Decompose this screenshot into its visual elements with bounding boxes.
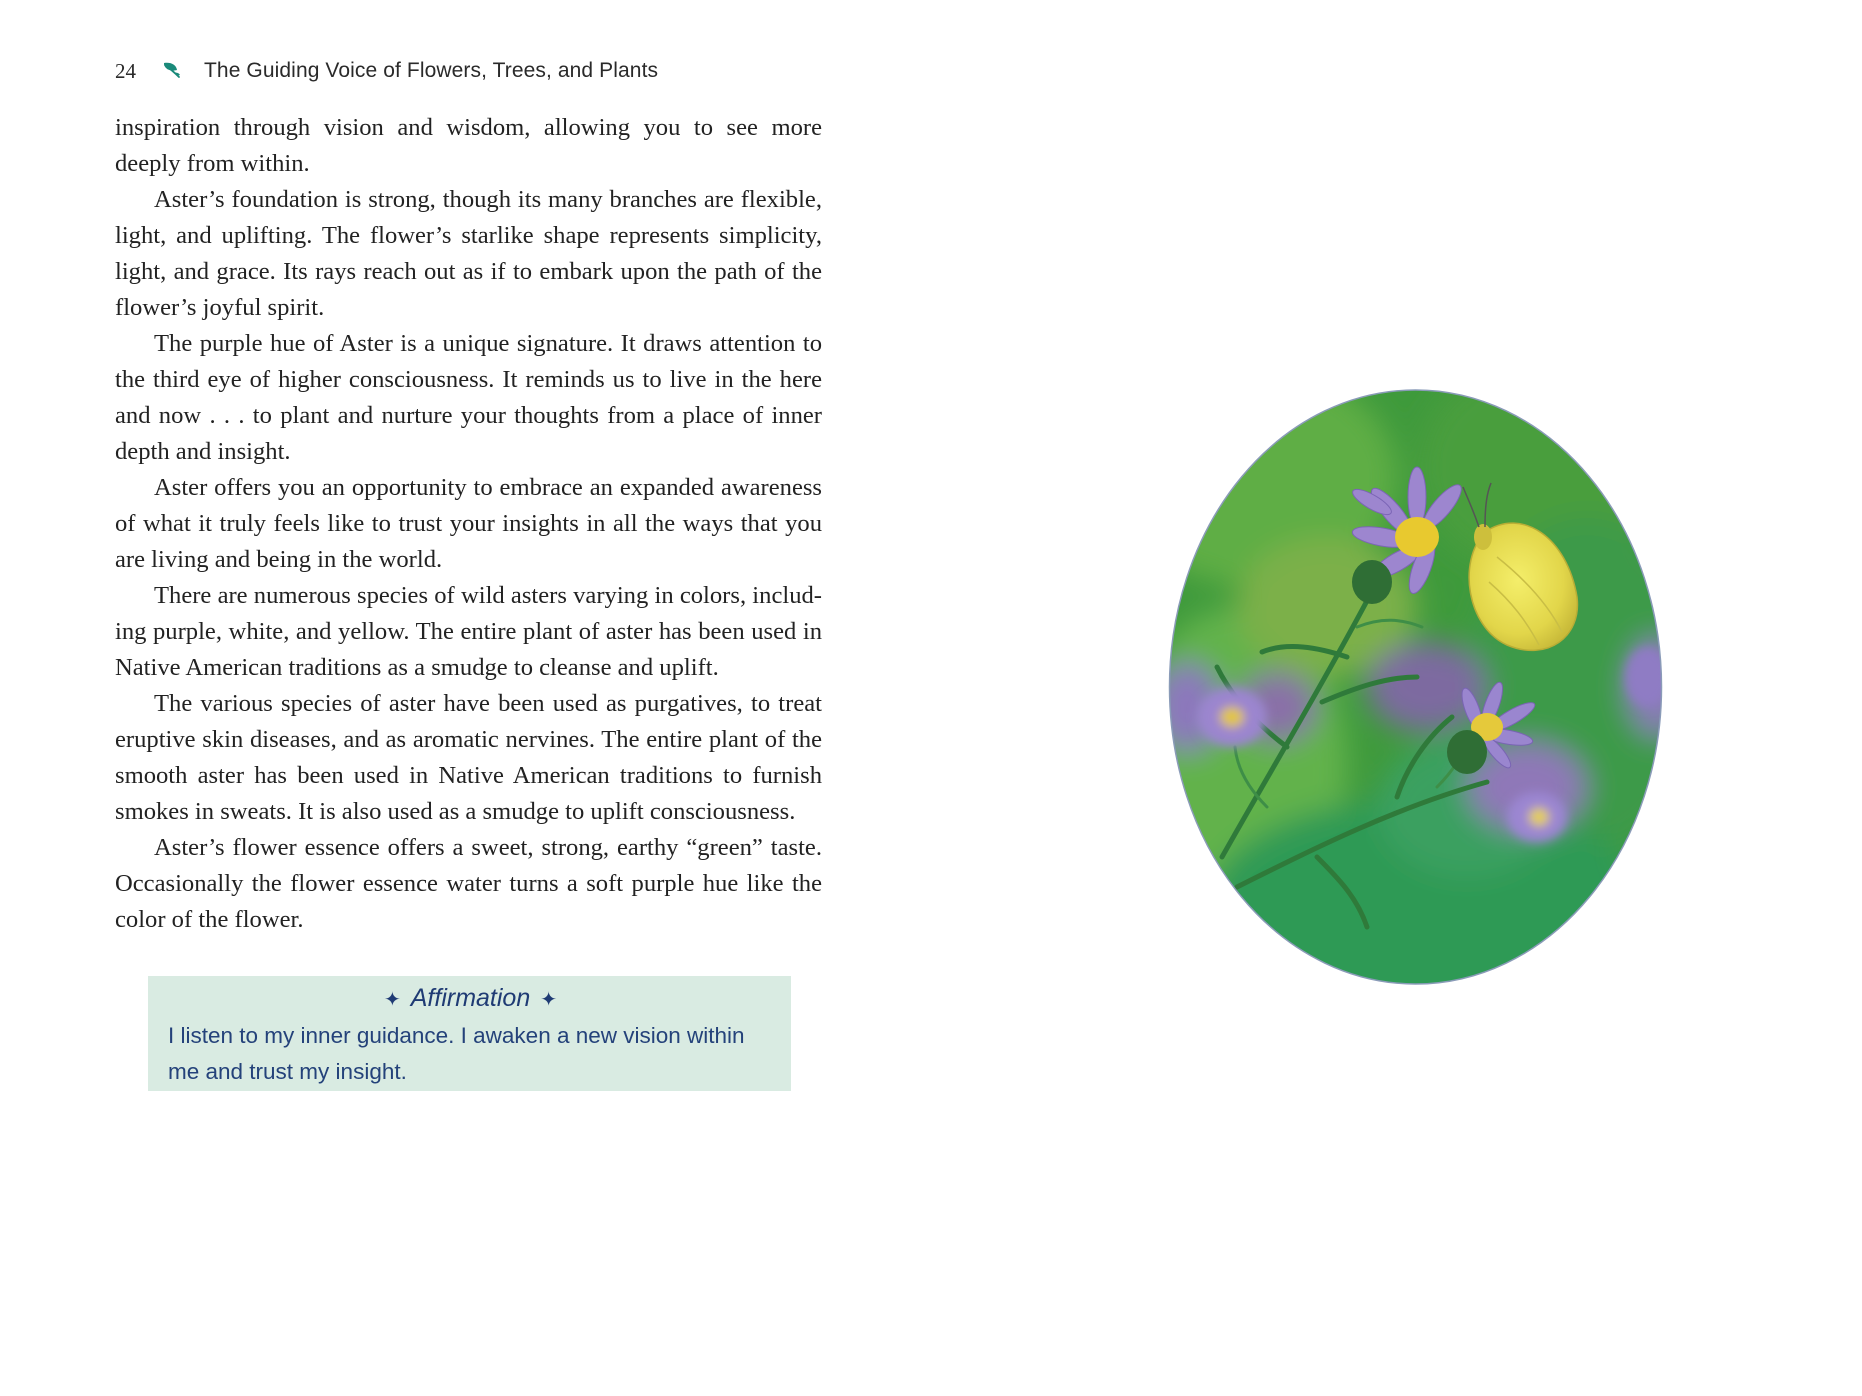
affirmation-box <box>148 976 791 1091</box>
affirmation-title: Affirmation <box>410 984 531 1012</box>
star-icon: ✦ <box>540 989 557 1011</box>
star-icon: ✦ <box>383 989 401 1011</box>
affirmation-text: I listen to my inner guidance. I awaken a new vision within me and trust my insight. <box>168 1023 745 1084</box>
body-text <box>115 110 822 938</box>
paragraph: Aster’s foundation is strong, though its many branches are flexible, light, and uplifting. The flower’s starlike shape represents simplicity, light, and grace. Its rays reach out as if to embark upon the path of the flower’s joyful spirit. <box>115 186 822 321</box>
paragraph: The various species of aster have been used as purgatives, to treat eruptive skin diseases, and as aromatic nervines. The entire plant of the smooth aster has been used in Native American traditions to furnish smokes in sweats. It is also used as a smudge to uplift consciousness. <box>115 690 822 825</box>
affirmation-heading <box>168 980 773 1018</box>
page-number: 24 <box>115 58 136 83</box>
paragraph: Aster’s flower essence offers a sweet, strong, earthy “green” taste. Occasionally the flower essence water turns a soft purple hue like the color of the flower. <box>115 834 822 933</box>
leaf-icon <box>161 61 183 81</box>
paragraph: inspiration through vision and wisdom, allowing you to see more deeply from within. <box>115 114 822 177</box>
aster-butterfly-photo <box>1167 387 1664 987</box>
page-header <box>115 56 658 86</box>
paragraph: There are numerous species of wild asters varying in colors, including purple, white, and yellow. The entire plant of aster has been used in Native American traditions as a smudge to cleanse and uplift. <box>115 582 822 681</box>
paragraph: The purple hue of Aster is a unique signature. It draws attention to the third eye of higher consciousness. It reminds us to live in the here and now . . . to plant and nurture your thoughts from a place of inner depth and insight. <box>115 330 822 465</box>
running-title: The Guiding Voice of Flowers, Trees, and Plants <box>204 59 659 82</box>
paragraph: Aster offers you an opportunity to embrace an expanded awareness of what it truly feels like to trust your insights in all the ways that you are living and being in the world. <box>115 474 822 573</box>
